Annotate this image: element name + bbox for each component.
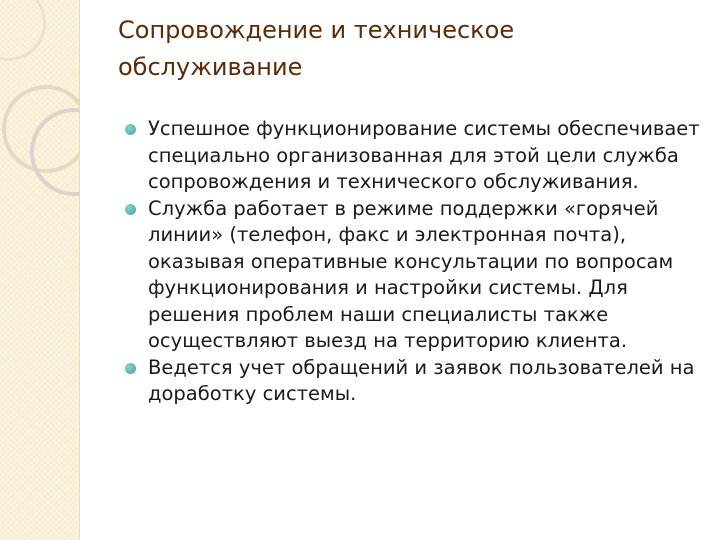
bullet-icon xyxy=(125,204,136,215)
bullet-text: Успешное функционирование системы обеспечивает специально организованная для этой цели служба сопровождения и технического обслуживания. xyxy=(148,117,700,193)
bullet-item xyxy=(148,196,718,355)
bullet-list xyxy=(148,116,718,408)
panel-divider xyxy=(79,0,80,540)
bullet-icon xyxy=(125,363,136,374)
decorative-side-panel xyxy=(0,0,79,540)
decorative-ring xyxy=(0,0,46,61)
bullet-text: Ведется учет обращений и заявок пользователей на доработку системы. xyxy=(148,355,695,405)
slide-title: Сопровождение и техническое обслуживание xyxy=(118,16,515,81)
bullet-item xyxy=(148,116,718,196)
bullet-text: Служба работает в режиме поддержки «горячей линии» (телефон, факс и электронная почта), оказывая оперативные консультации по вопросам функционирования и настройки системы. Для решения проблем наши специалисты также осуществляют выезд на территорию клиента. xyxy=(148,196,674,352)
bullet-icon xyxy=(125,124,136,135)
bullet-item xyxy=(148,355,718,408)
